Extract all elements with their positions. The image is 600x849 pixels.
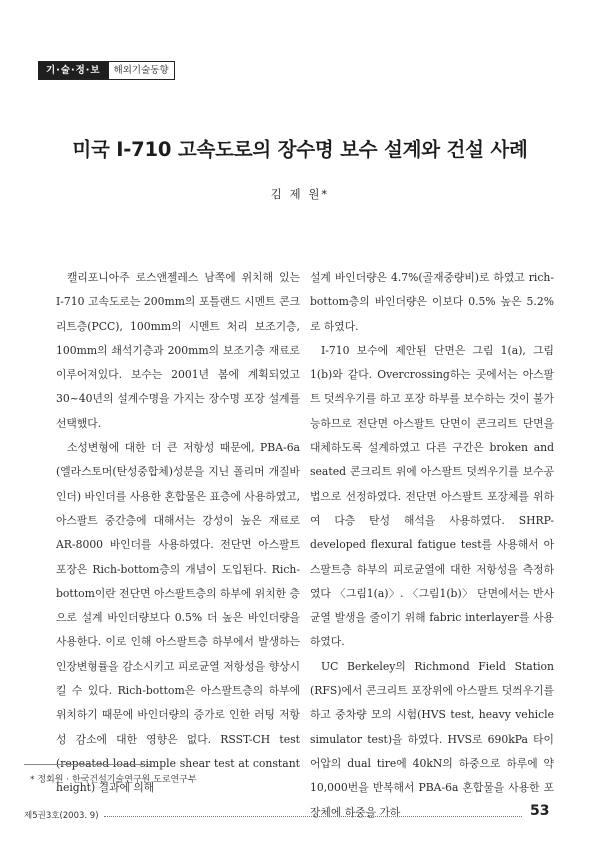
footer-divider — [104, 816, 522, 817]
page-number: 53 — [530, 803, 550, 819]
section-subtag-label: 해외기술동향 — [108, 62, 174, 79]
body-column-left — [56, 266, 300, 801]
body-paragraph: UC Berkeley의 Richmond Field Station (RFS)에서 콘크리트 포장위에 아스팔트 덧씌우기를 하고 중차량 모의 시험(HVS test, heavy vehicle simulator test)을 하였다. HVS로 690kPa 타이어압의 dual tire에 40kN의 하중으로 하루에 약 10,000번을 반복해서 PBA-6a 혼합물을 사용한 포장체에 하중을 가하 — [310, 659, 554, 819]
body-paragraph: 설계 바인더량은 4.7%(골재중량비)로 하였고 rich-bottom층의 바인더량은 이보다 0.5% 높은 5.2%로 하였다. — [310, 271, 554, 333]
issue-info: 제5권3호(2003. 9) — [24, 811, 99, 821]
article-title: 미국 I-710 고속도로의 장수명 보수 설계와 건설 사례 — [72, 138, 528, 161]
body-paragraph: I-710 보수에 제안된 단면은 그림 1(a), 그림 1(b)와 같다. Overcrossing하는 곳에서는 아스팔트 덧씌우기를 하고 포장 하부를 보수하는 것이 불가능하므로 전단면 아스팔트 단면이 콘크리트 단면을 대체하도록 설계하였고 다른 구간은 broken and seated 콘크리트 위에 아스팔트 덧씌우기를 보수공법으로 선정하였다. 전단면 아스팔트 포장체를 위하여 다층 탄성 해석을 사용하였다. SHRP-developed flexural fatigue test를 사용해서 아스팔트층 하부의 피로균열에 대한 저항성을 측정하였다 〈그림1(a)〉. 〈그림1(b)〉 단면에서는 반사균열 발생을 줄이기 위해 fabric interlayer를 사용하였다. — [310, 343, 554, 649]
body-column-right — [310, 266, 554, 825]
section-tag — [38, 61, 175, 80]
article-author: 김 제 원* — [270, 187, 330, 201]
author-footnote: * 정회원 · 한국건설기술연구원 도로연구부 — [30, 775, 197, 785]
body-paragraph: 소성변형에 대한 더 큰 저항성 때문에, PBA-6a (엘라스토머(탄성중합체)성분을 지닌 폴리머 개질바인더) 바인더를 사용한 혼합물은 표층에 사용하였고, 아스팔트 중간층에 대해서는 강성이 높은 재료로 AR-8000 바인더를 사용하였다. 전단면 아스팔트 포장은 Rich-bottom층의 개념이 도입된다. Rich-bottom이란 전단면 아스팔트층의 하부에 위치한 층으로 설계 바인더량보다 0.5% 더 높은 바인더량을 사용한다. 이로 인해 아스팔트층 하부에서 발생하는 인장변형률을 감소시키고 피로균열 저항성을 향상시킬 수 있다. Rich-bottom은 아스팔트층의 하부에 위치하기 때문에 바인더량의 증가로 인한 러팅 저항성 감소에 대한 영향은 없다. RSST-CH test (repeated load simple shear test at constant height) 결과에 의해 — [56, 441, 300, 795]
footnote-divider — [24, 764, 152, 765]
body-paragraph: 캘리포니아주 로스앤젤레스 남쪽에 위치해 있는 I-710 고속도로는 200mm의 포틀랜드 시멘트 콘크리트층(PCC), 100mm의 시멘트 처리 보조기층, 100mm의 쇄석기층과 200mm의 보조기층 재료로 이루어져있다. 보수는 2001년 봄에 계획되었고 30~40년의 설계수명을 가지는 장수명 포장 설계를 선택했다. — [56, 271, 300, 430]
section-tag-label: 기·술·정·보 — [39, 62, 108, 79]
